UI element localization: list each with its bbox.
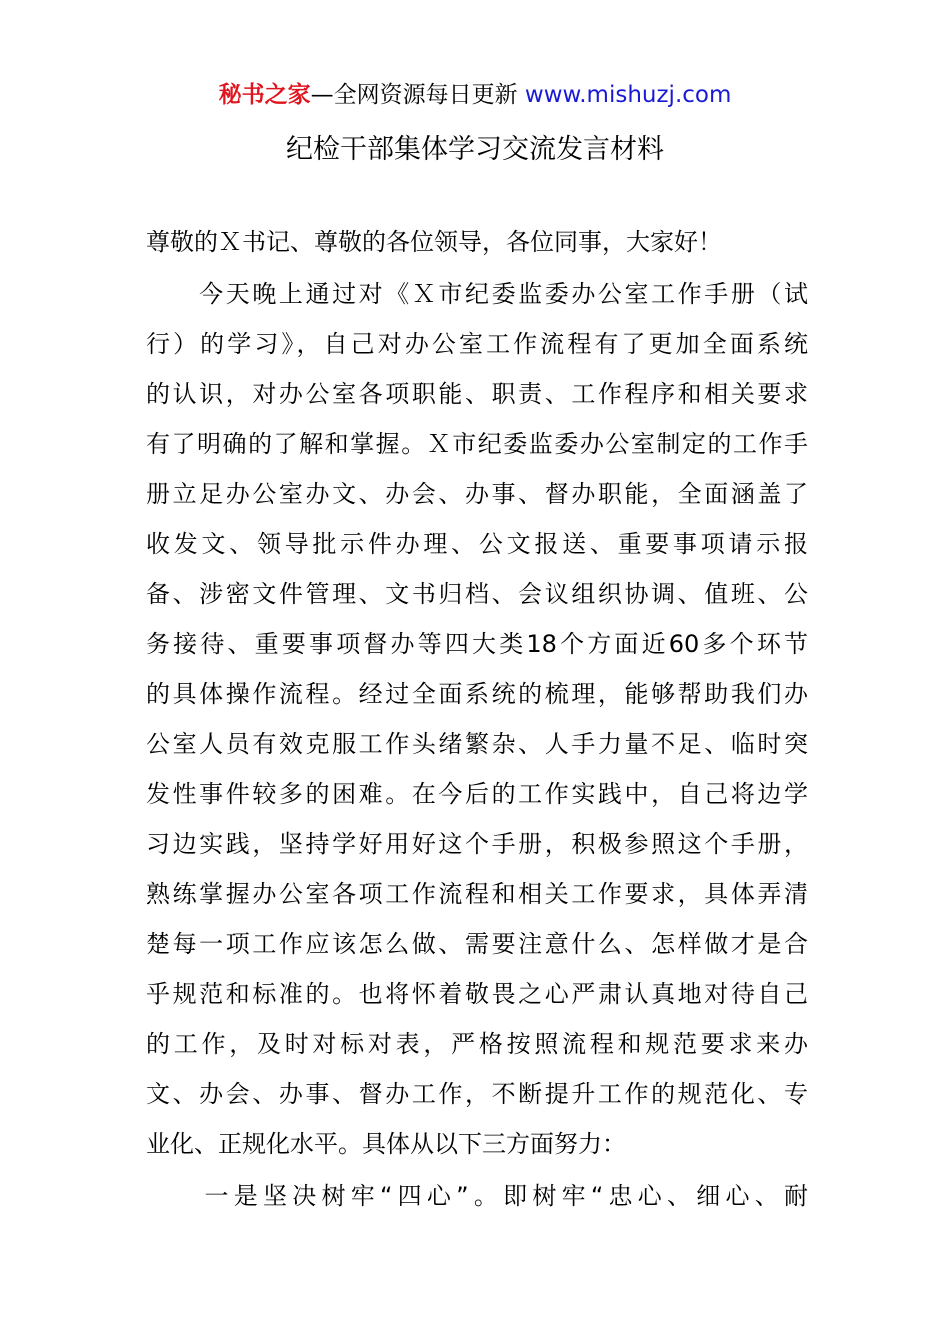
text-line: 备、涉密文件管理、文书归档、会议组织协调、值班、公 xyxy=(146,580,808,608)
text-line: 今天晚上通过对《Ｘ市纪委监委办公室工作手册（试 xyxy=(146,280,808,308)
text-line: 文、办会、办事、督办工作，不断提升工作的规范化、专 xyxy=(146,1080,808,1108)
text-line: 有了明确的了解和掌握。Ｘ市纪委监委办公室制定的工作手 xyxy=(146,430,808,458)
text-line: 的工作，及时对标对表，严格按照流程和规范要求来办 xyxy=(146,1030,808,1058)
document-title: 纪检干部集体学习交流发言材料 xyxy=(286,134,664,165)
text-line: 一是坚决树牢“四心”。即树牢“忠心、细心、耐 xyxy=(146,1182,808,1210)
text-line: 发性事件较多的困难。在今后的工作实践中，自己将边学 xyxy=(146,780,808,808)
text-line: 习边实践，坚持学好用好这个手册，积极参照这个手册， xyxy=(146,830,808,858)
text-line: 行）的学习》，自己对办公室工作流程有了更加全面系统 xyxy=(146,330,808,358)
site-brand: 秘书之家 xyxy=(218,82,311,108)
text-line: 务接待、重要事项督办等四大类18个方面近60多个环节 xyxy=(146,630,808,658)
text-line: 的认识，对办公室各项职能、职责、工作程序和相关要求 xyxy=(146,380,808,408)
text-line: 熟练掌握办公室各项工作流程和相关工作要求，具体弄清 xyxy=(146,880,808,908)
site-header xyxy=(0,78,950,112)
text-line: 楚每一项工作应该怎么做、需要注意什么、怎样做才是合 xyxy=(146,930,808,958)
text-line: 业化、正规化水平。具体从以下三方面努力： xyxy=(146,1130,626,1158)
text-line: 收发文、领导批示件办理、公文报送、重要事项请示报 xyxy=(146,530,808,558)
text-line: 乎规范和标准的。也将怀着敬畏之心严肃认真地对待自己 xyxy=(146,980,808,1008)
text-line: 的具体操作流程。经过全面系统的梳理，能够帮助我们办 xyxy=(146,680,808,708)
text-line: 公室人员有效克服工作头绪繁杂、人手力量不足、临时突 xyxy=(146,730,808,758)
salutation-line: 尊敬的Ｘ书记、尊敬的各位领导，各位同事，大家好！ xyxy=(146,228,722,256)
site-tagline: —全网资源每日更新 xyxy=(310,82,525,108)
site-url-link[interactable]: www.mishuzj.com xyxy=(524,82,732,108)
text-line: 册立足办公室办文、办会、办事、督办职能，全面涵盖了 xyxy=(146,480,808,508)
